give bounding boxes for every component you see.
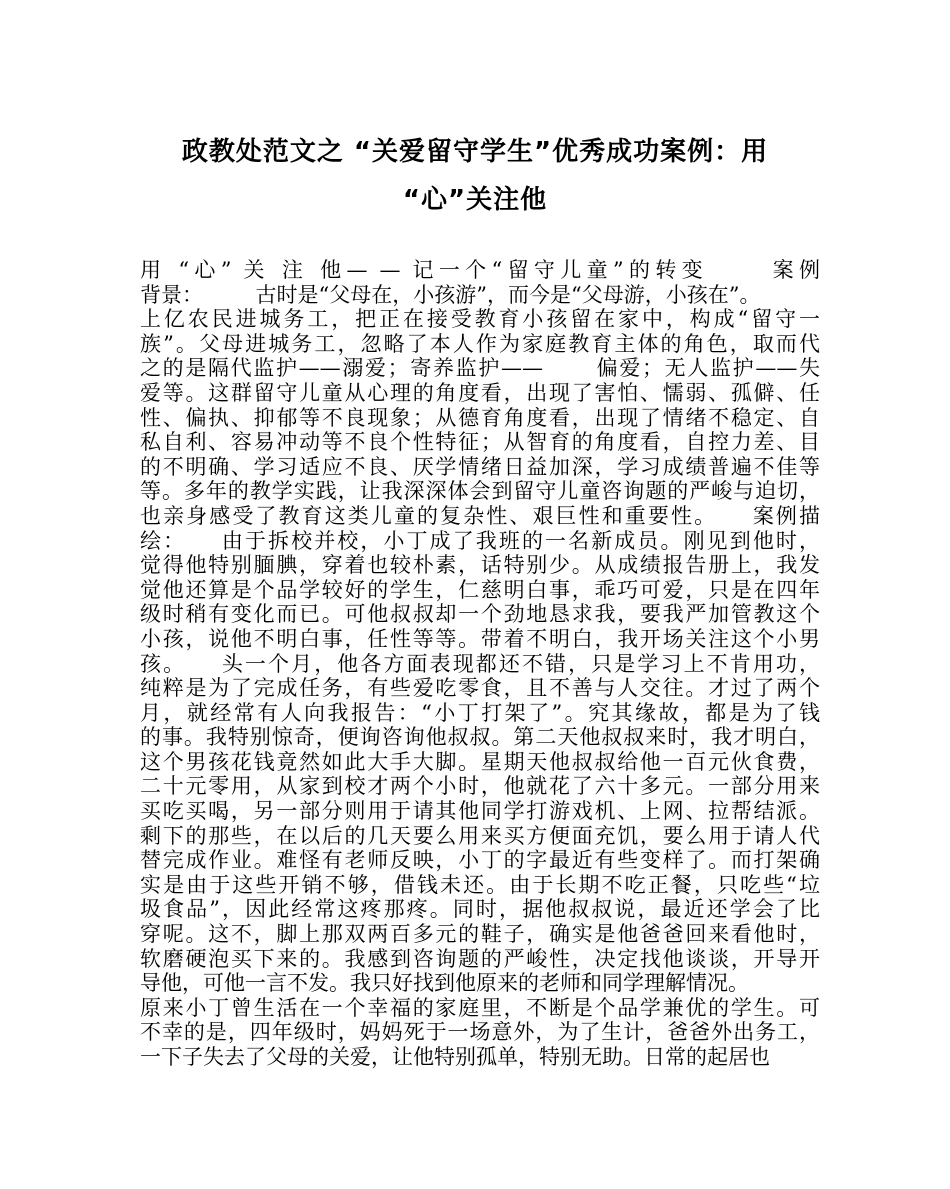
- body-line: 的不明确、学习适应不良、厌学情绪日益加深，学习成绩普遍不佳等: [140, 454, 820, 479]
- body-line: 导他，可他一言不发。我只好找到他原来的老师和同学理解情况。: [140, 971, 749, 996]
- body-line: 实是由于这些开销不够，借钱未还。由于长期不吃正餐，只吃些“垃: [140, 872, 820, 897]
- body-line: 用 “心” 关 注 他— — 记一个“留守儿童”的转变 案例: [140, 258, 820, 282]
- body-line: 级时稍有变化而已。可他叔叔却一个劲地恳求我，要我严加管教这个: [140, 602, 820, 627]
- body-line: 绘： 由于拆校并校，小丁成了我班的一名新成员。刚见到他时，: [140, 528, 820, 553]
- body-line: 二十元零用，从家到校才两个小时，他就花了六十多元。一部分用来: [140, 774, 820, 799]
- document-body: [140, 258, 820, 1070]
- body-line: 觉他还算是个品学较好的学生，仁慈明白事，乖巧可爱，只是在四年: [140, 577, 820, 602]
- body-line: 穿呢。这不，脚上那双两百多元的鞋子，确实是他爸爸回来看他时，: [140, 922, 820, 947]
- body-line: 替完成作业。难怪有老师反映，小丁的字最近有些变样了。而打架确: [140, 848, 820, 873]
- body-line: 私自利、容易冲动等不良个性特征；从智育的角度看，自控力差、目: [140, 430, 820, 455]
- body-line: 原来小丁曾生活在一个幸福的家庭里，不断是个品学兼优的学生。可: [140, 995, 820, 1020]
- title-line-1: 政教处范文之 “关爱留守学生”优秀成功案例：用: [181, 137, 769, 167]
- body-line: 这个男孩花钱竟然如此大手大脚。星期天他叔叔给他一百元伙食费，: [140, 749, 820, 774]
- body-line: 剩下的那些，在以后的几天要么用来买方便面充饥，要么用于请人代: [140, 823, 820, 848]
- body-line: 等。多年的教学实践，让我深深体会到留守儿童咨询题的严峻与迫切，: [140, 479, 820, 504]
- body-line: 上亿农民进城务工，把正在接受教育小孩留在家中，构成“留守一: [140, 307, 820, 332]
- body-line: 性、偏执、抑郁等不良现象；从德育角度看，出现了情绪不稳定、自: [140, 405, 820, 430]
- body-line: 软磨硬泡买下来的。我感到咨询题的严峻性，决定找他谈谈，开导开: [140, 946, 820, 971]
- body-line: 的事。我特别惊奇，便询咨询他叔叔。第二天他叔叔来时，我才明白，: [140, 725, 820, 750]
- body-line: 圾食品”，因此经常这疼那疼。同时，据他叔叔说，最近还学会了比: [140, 897, 820, 922]
- body-line: 觉得他特别腼腆，穿着也较朴素，话特别少。从成绩报告册上，我发: [140, 553, 820, 578]
- body-line: 也亲身感受了教育这类儿童的复杂性、艰巨性和重要性。 案例描: [140, 503, 820, 528]
- body-line: 买吃买喝，另一部分则用于请其他同学打游戏机、上网、拉帮结派。: [140, 799, 820, 824]
- body-line: 一下子失去了父母的关爱，让他特别孤单，特别无助。日常的起居也: [140, 1045, 770, 1069]
- document-title: [110, 128, 840, 224]
- body-line: 之的是隔代监护——溺爱；寄养监护—— 偏爱；无人监护——失: [140, 356, 820, 381]
- body-line: 爱等。这群留守儿童从心理的角度看，出现了害怕、懦弱、孤僻、任: [140, 380, 820, 405]
- body-line: 不幸的是，四年级时，妈妈死于一场意外，为了生计，爸爸外出务工，: [140, 1020, 820, 1045]
- body-line: 孩。 头一个月，他各方面表现都还不错，只是学习上不肯用功，: [140, 651, 820, 676]
- body-line: 小孩，说他不明白事，任性等等。带着不明白，我开场关注这个小男: [140, 626, 820, 651]
- body-line: 族”。父母进城务工，忽略了本人作为家庭教育主体的角色，取而代: [140, 331, 820, 356]
- body-line: 纯粹是为了完成任务，有些爱吃零食，且不善与人交往。才过了两个: [140, 676, 820, 701]
- body-line: 背景： 古时是“父母在，小孩游”，而今是“父母游，小孩在”。: [140, 282, 761, 307]
- body-line: 月，就经常有人向我报告：“小丁打架了”。究其缘故，都是为了钱: [140, 700, 820, 725]
- title-line-2: “心”关注他: [402, 185, 548, 215]
